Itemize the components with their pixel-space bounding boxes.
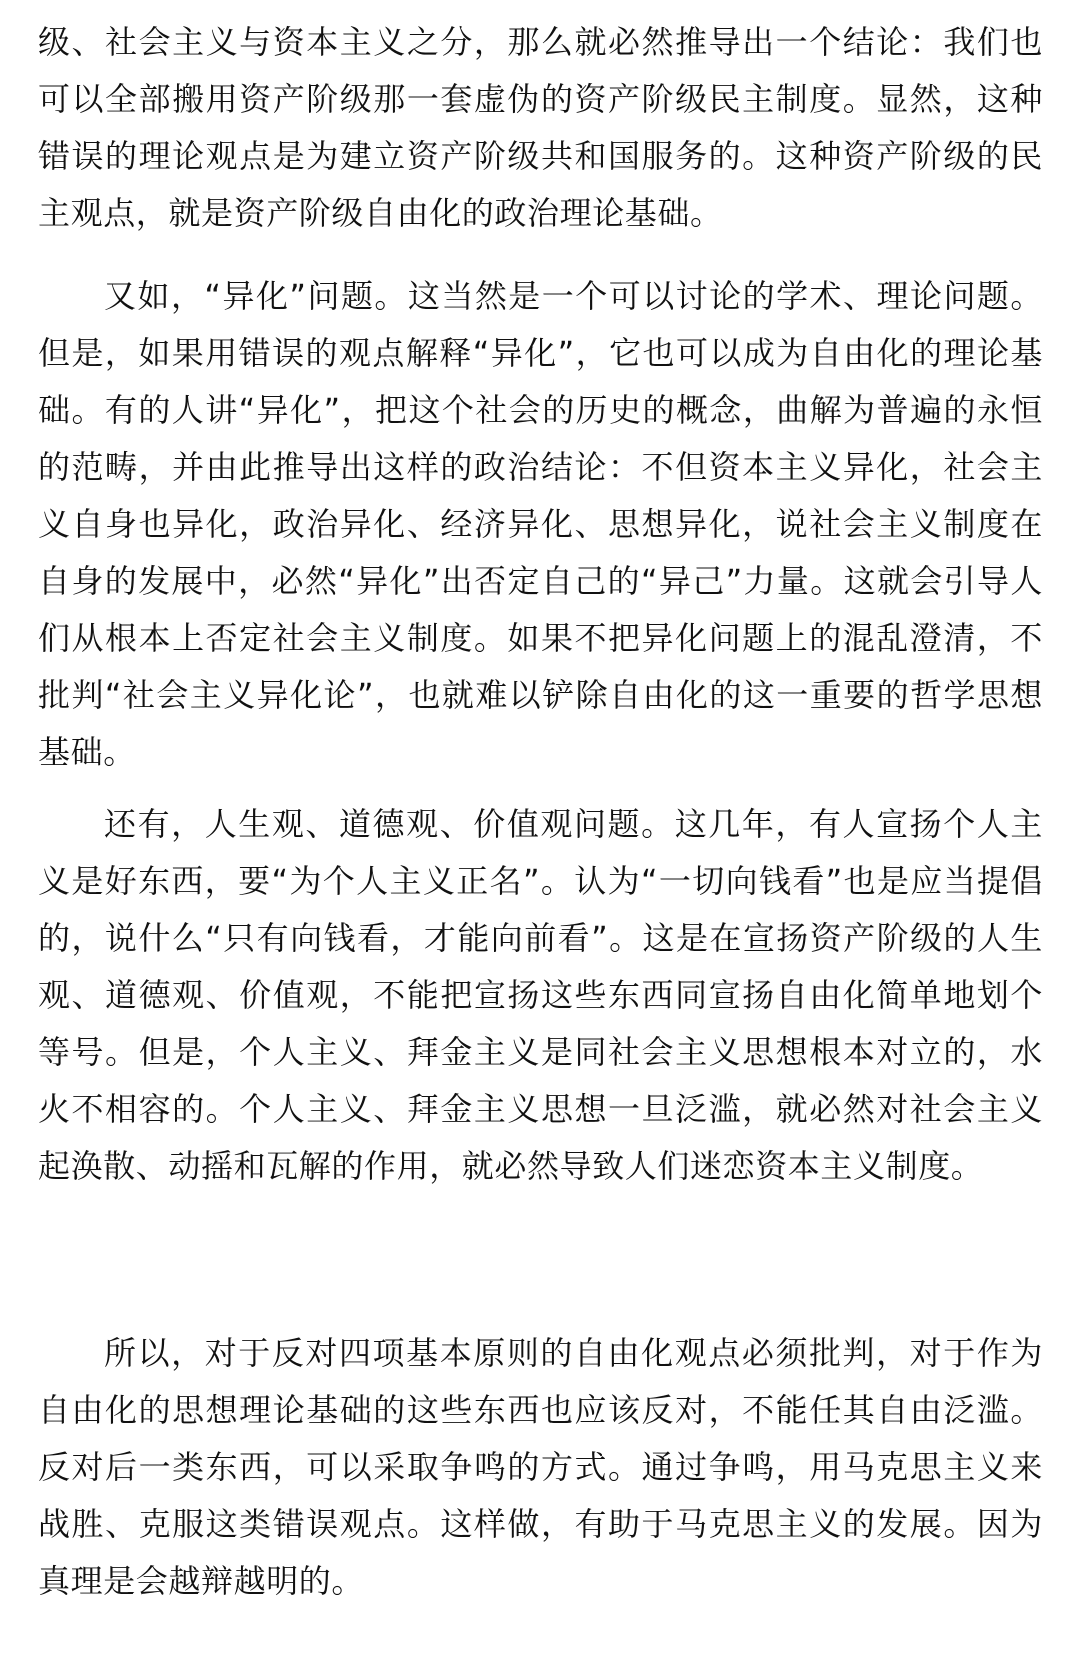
paragraph-values: 还有，人生观、道德观、价值观问题。这几年，有人宣扬个人主义是好东西，要“为个人主义正名”。认为“一切向钱看”也是应当提倡的，说什么“只有向钱看，才能向前看”。这是在宣扬资产阶级的人生观、道德观、价值观，不能把宣扬这些东西同宣扬自由化简单地划个等号。但是，个人主义、拜金主义是同社会主义思想根本对立的，水火不相容的。个人主义、拜金主义思想一旦泛滥，就必然对社会主义起涣散、动摇和瓦解的作用，就必然导致人们迷恋资本主义制度。 [38,805,1043,1185]
paragraph-conclusion: 所以，对于反对四项基本原则的自由化观点必须批判，对于作为自由化的思想理论基础的这些东西也应该反对，不能任其自由泛滥。反对后一类东西，可以采取争鸣的方式。通过争鸣，用马克思主义来战胜、克服这类错误观点。这样做，有助于马克思主义的发展。因为真理是会越辩越明的。 [38,1334,1043,1600]
paragraph-continuation: 级、社会主义与资本主义之分，那么就必然推导出一个结论：我们也可以全部搬用资产阶级那一套虚伪的资产阶级民主制度。显然，这种错误的理论观点是为建立资产阶级共和国服务的。这种资产阶级的民主观点，就是资产阶级自由化的政治理论基础。 [38,23,1043,232]
paragraph-alienation: 又如，“异化”问题。这当然是一个可以讨论的学术、理论问题。但是，如果用错误的观点解释“异化”，它也可以成为自由化的理论基础。有的人讲“异化”，把这个社会的历史的概念，曲解为普遍的永恒的范畴，并由此推导出这样的政治结论：不但资本主义异化，社会主义自身也异化，政治异化、经济异化、思想异化，说社会主义制度在自身的发展中，必然“异化”出否定自己的“异己”力量。这就会引导人们从根本上否定社会主义制度。如果不把异化问题上的混乱澄清，不批判“社会主义异化论”，也就难以铲除自由化的这一重要的哲学思想基础。 [38,277,1043,771]
